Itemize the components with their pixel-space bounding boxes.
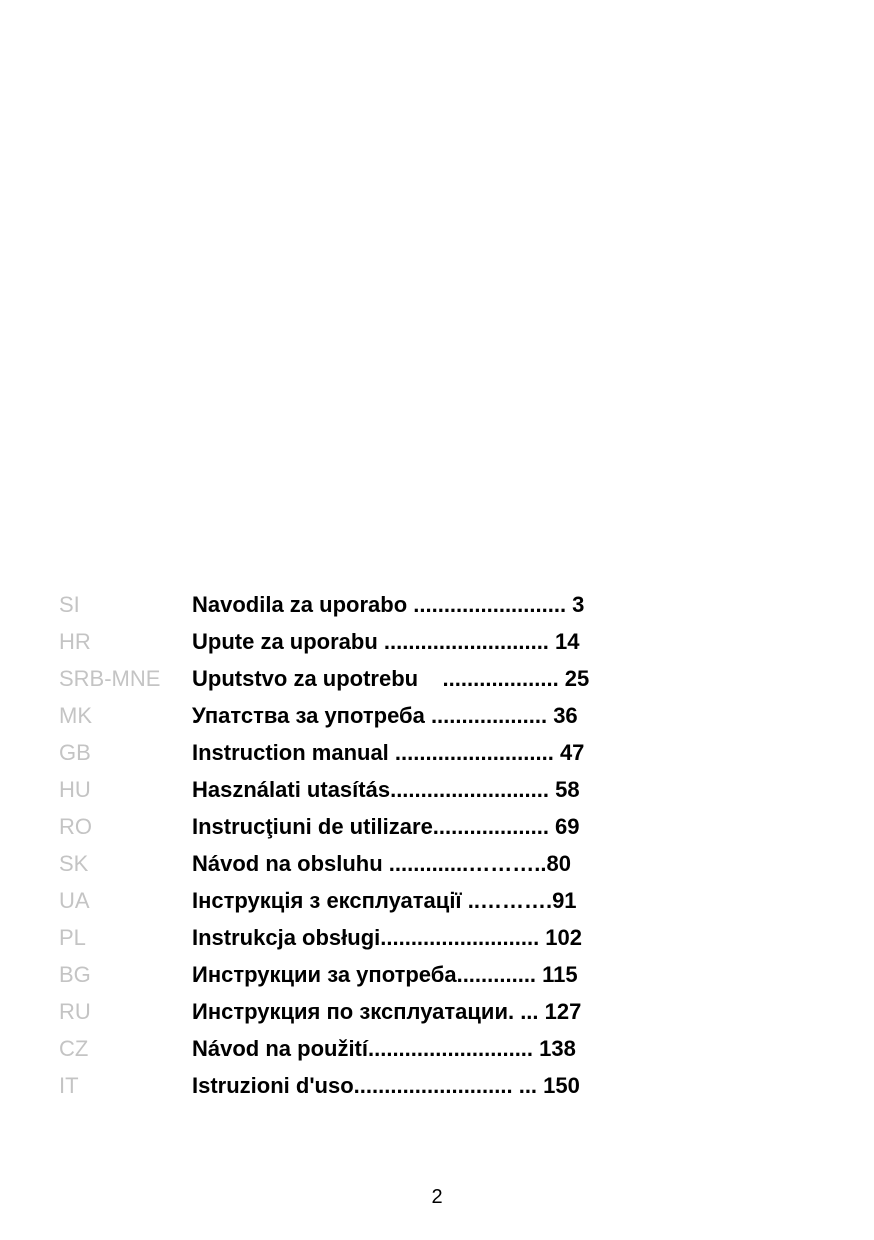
toc-entry: Navodila za uporabo ......................... 3 <box>192 592 585 617</box>
language-code: SK <box>59 851 89 876</box>
language-code: HR <box>59 629 91 654</box>
page-number: 2 <box>431 1186 443 1208</box>
toc-row-hu <box>59 771 639 808</box>
language-code: BG <box>59 962 91 987</box>
toc-row-si <box>59 586 639 623</box>
language-code: CZ <box>59 1036 89 1061</box>
toc-row-gb <box>59 734 639 771</box>
language-code: MK <box>59 703 92 728</box>
toc-entry: Инструкции за употреба............. 115 <box>192 962 578 987</box>
toc-row-cz <box>59 1030 639 1067</box>
toc-entry: Használati utasítás.......................... 58 <box>192 777 580 802</box>
toc-entry: Instrukcja obsługi.......................... 102 <box>192 925 582 950</box>
toc-entry: Інструкція з експлуатації ..……….91 <box>192 888 577 913</box>
toc-row-mk <box>59 697 639 734</box>
language-code: GB <box>59 740 91 765</box>
toc-row-it <box>59 1067 639 1104</box>
toc-entry: Návod na obsluhu .............………..80 <box>192 851 571 876</box>
toc-entry: Инструкция по зксплуатации. ... 127 <box>192 999 582 1024</box>
table-of-contents <box>59 586 639 1104</box>
language-code: SRB-MNE <box>59 666 161 691</box>
toc-row-bg <box>59 956 639 993</box>
toc-entry: Upute za uporabu ........................... 14 <box>192 629 580 654</box>
toc-entry: Istruzioni d'uso.......................... ... 150 <box>192 1073 580 1098</box>
toc-row-ua <box>59 882 639 919</box>
language-code: UA <box>59 888 90 913</box>
language-code: RU <box>59 999 91 1024</box>
toc-entry: Instruction manual .......................... 47 <box>192 740 585 765</box>
toc-row-ro <box>59 808 639 845</box>
toc-entry: Упатства за употреба ................... 36 <box>192 703 578 728</box>
toc-row-sk <box>59 845 639 882</box>
language-code: SI <box>59 592 80 617</box>
toc-row-srb-mne <box>59 660 639 697</box>
language-code: PL <box>59 925 86 950</box>
toc-entry: Uputstvo za upotrebu ................... 25 <box>192 666 590 691</box>
language-code: RO <box>59 814 92 839</box>
toc-row-ru <box>59 993 639 1030</box>
toc-row-hr <box>59 623 639 660</box>
language-code: HU <box>59 777 91 802</box>
toc-entry: Instrucţiuni de utilizare................... 69 <box>192 814 580 839</box>
toc-entry: Návod na použití........................... 138 <box>192 1036 576 1061</box>
language-code: IT <box>59 1073 79 1098</box>
toc-row-pl <box>59 919 639 956</box>
